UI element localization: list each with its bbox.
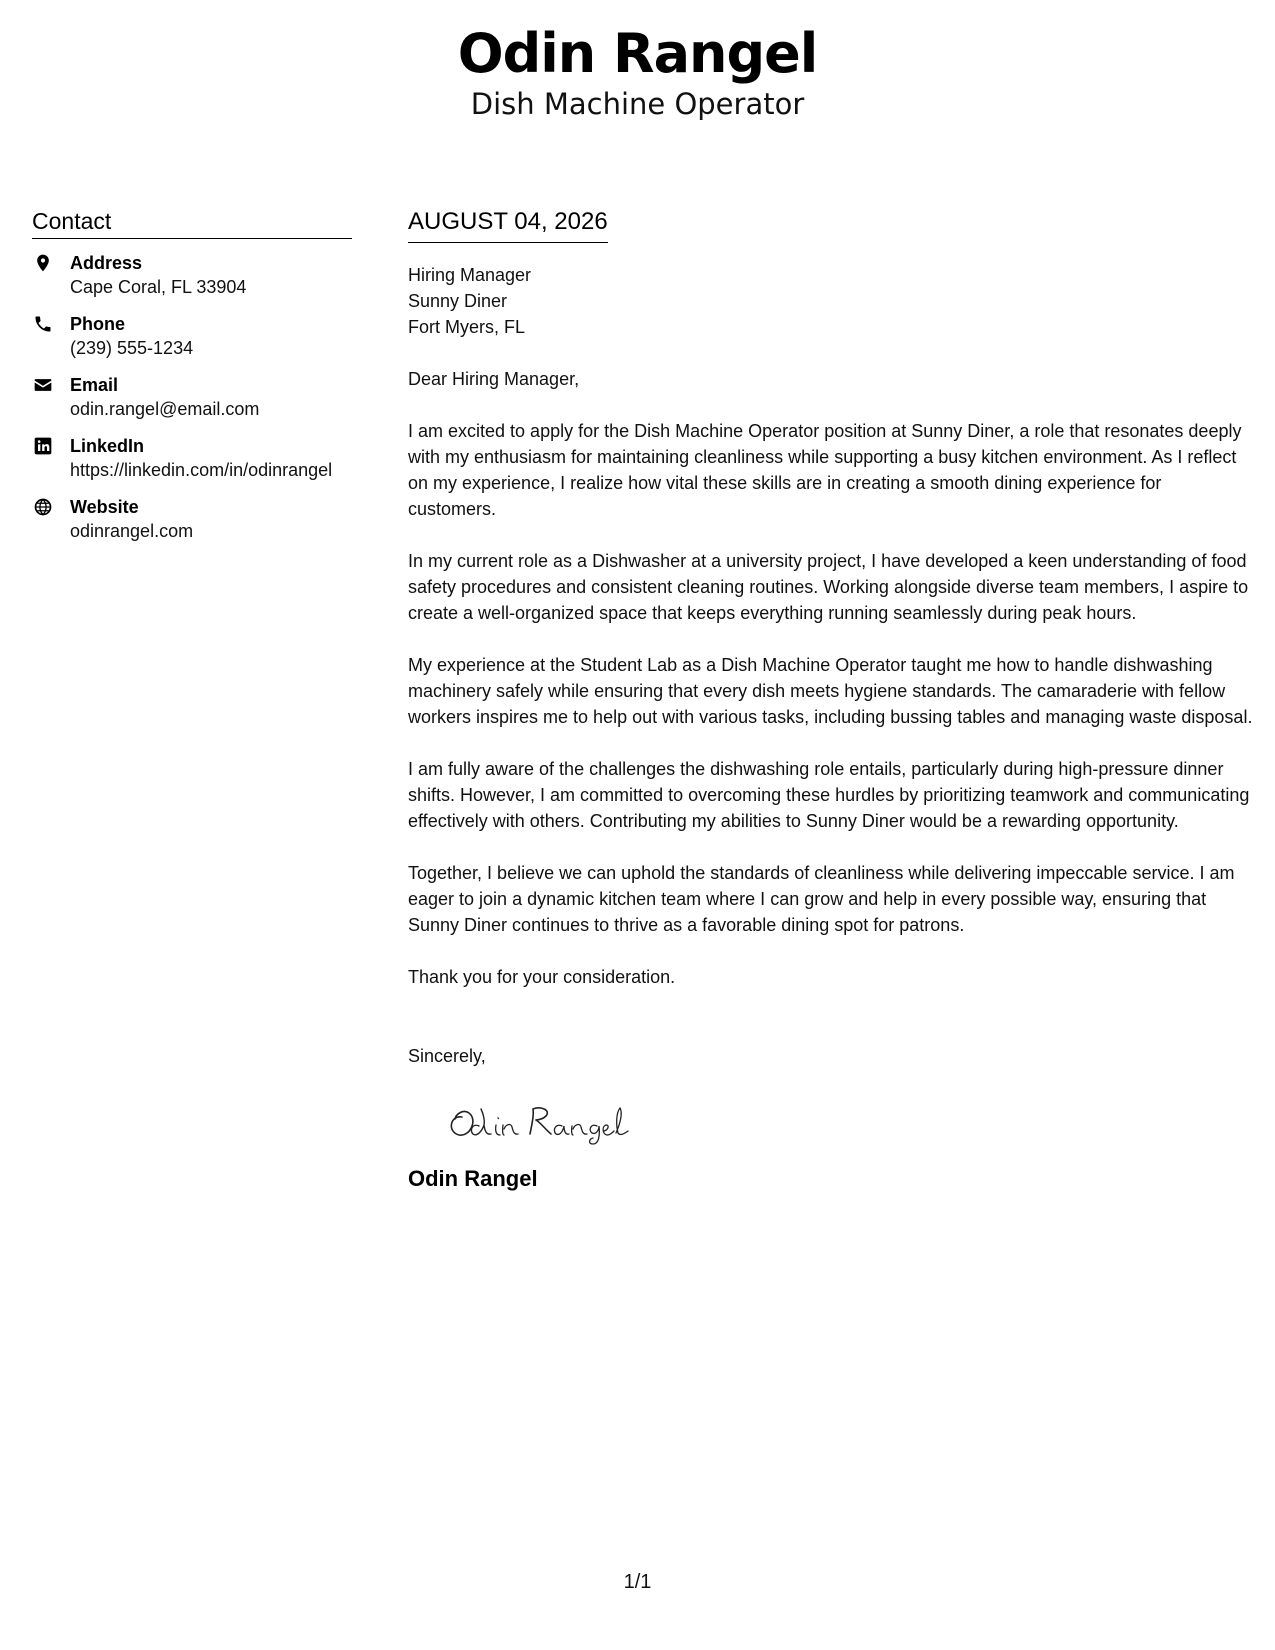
letter-paragraph-1: I am excited to apply for the Dish Machine Operator position at Sunny Diner, a role that resonates deeply with my enthusiasm for maintaining cleanliness while supporting a busy kitchen environment. As I reflect on my experience, I realize how vital these skills are in creating a smooth dining experience for customers. — [408, 421, 1242, 519]
applicant-name: Odin Rangel — [457, 22, 818, 85]
letter-paragraph-6: Thank you for your consideration. — [408, 967, 676, 987]
salutation: Dear Hiring Manager, — [408, 369, 580, 389]
contact-list — [32, 251, 352, 544]
phone-icon — [33, 314, 53, 334]
website-label: Website — [70, 497, 139, 517]
contact-item-phone — [32, 312, 352, 361]
cover-letter-body — [408, 208, 1253, 1193]
email-value: odin.rangel@email.com — [70, 399, 260, 419]
handwritten-signature — [442, 1089, 642, 1145]
letter-paragraph-2: In my current role as a Dishwasher at a university project, I have developed a keen understanding of food safety procedures and consistent cleaning routines. Working alongside diverse team members, I aspire to create a well-organized space that keeps everything running seamlessly during peak hours. — [408, 551, 1249, 623]
contact-heading: Contact — [32, 208, 352, 239]
letter-paragraph-4: I am fully aware of the challenges the dishwashing role entails, particularly during high-pressure dinner shifts. However, I am committed to overcoming these hurdles by prioritizing teamwork and communicating effectively with others. Contributing my abilities to Sunny Diner would be a rewarding opportunity. — [408, 759, 1250, 831]
contact-item-website — [32, 495, 352, 544]
phone-label: Phone — [70, 314, 126, 334]
address-label: Address — [70, 253, 143, 273]
linkedin-value: https://linkedin.com/in/odinrangel — [70, 460, 333, 480]
recipient-location: Fort Myers, FL — [408, 317, 526, 337]
address-value: Cape Coral, FL 33904 — [70, 277, 247, 297]
letter-date: AUGUST 04, 2026 — [408, 208, 608, 243]
globe-icon — [33, 497, 53, 517]
contact-item-linkedin — [32, 434, 352, 483]
letter-paragraph-5: Together, I believe we can uphold the standards of cleanliness while delivering impeccable service. I am eager to join a dynamic kitchen team where I can grow and help in every possible way, ensuring that Sunny Diner continues to thrive as a favorable dining spot for patrons. — [408, 863, 1235, 935]
recipient-company: Sunny Diner — [408, 291, 508, 311]
linkedin-icon — [33, 436, 53, 456]
email-label: Email — [70, 375, 119, 395]
signed-name: Odin Rangel — [408, 1166, 538, 1191]
envelope-icon — [33, 375, 53, 395]
location-pin-icon — [33, 253, 53, 273]
page-number: 1/1 — [623, 1571, 652, 1593]
contact-item-address — [32, 251, 352, 300]
resume-header — [0, 22, 1275, 122]
contact-item-email — [32, 373, 352, 422]
website-value: odinrangel.com — [70, 521, 194, 541]
recipient-block — [408, 262, 1253, 340]
linkedin-label: LinkedIn — [70, 436, 145, 456]
applicant-job-title: Dish Machine Operator — [470, 87, 805, 121]
letter-paragraph-3: My experience at the Student Lab as a Dish Machine Operator taught me how to handle dishwashing machinery safely while ensuring that every dish meets hygiene standards. The camaraderie with fellow workers inspires me to help out with various tasks, including bussing tables and managing waste disposal. — [408, 655, 1253, 727]
phone-value: (239) 555-1234 — [70, 338, 194, 358]
recipient-title: Hiring Manager — [408, 265, 532, 285]
contact-sidebar — [32, 208, 352, 556]
letter-closing: Sincerely, — [408, 1046, 486, 1066]
